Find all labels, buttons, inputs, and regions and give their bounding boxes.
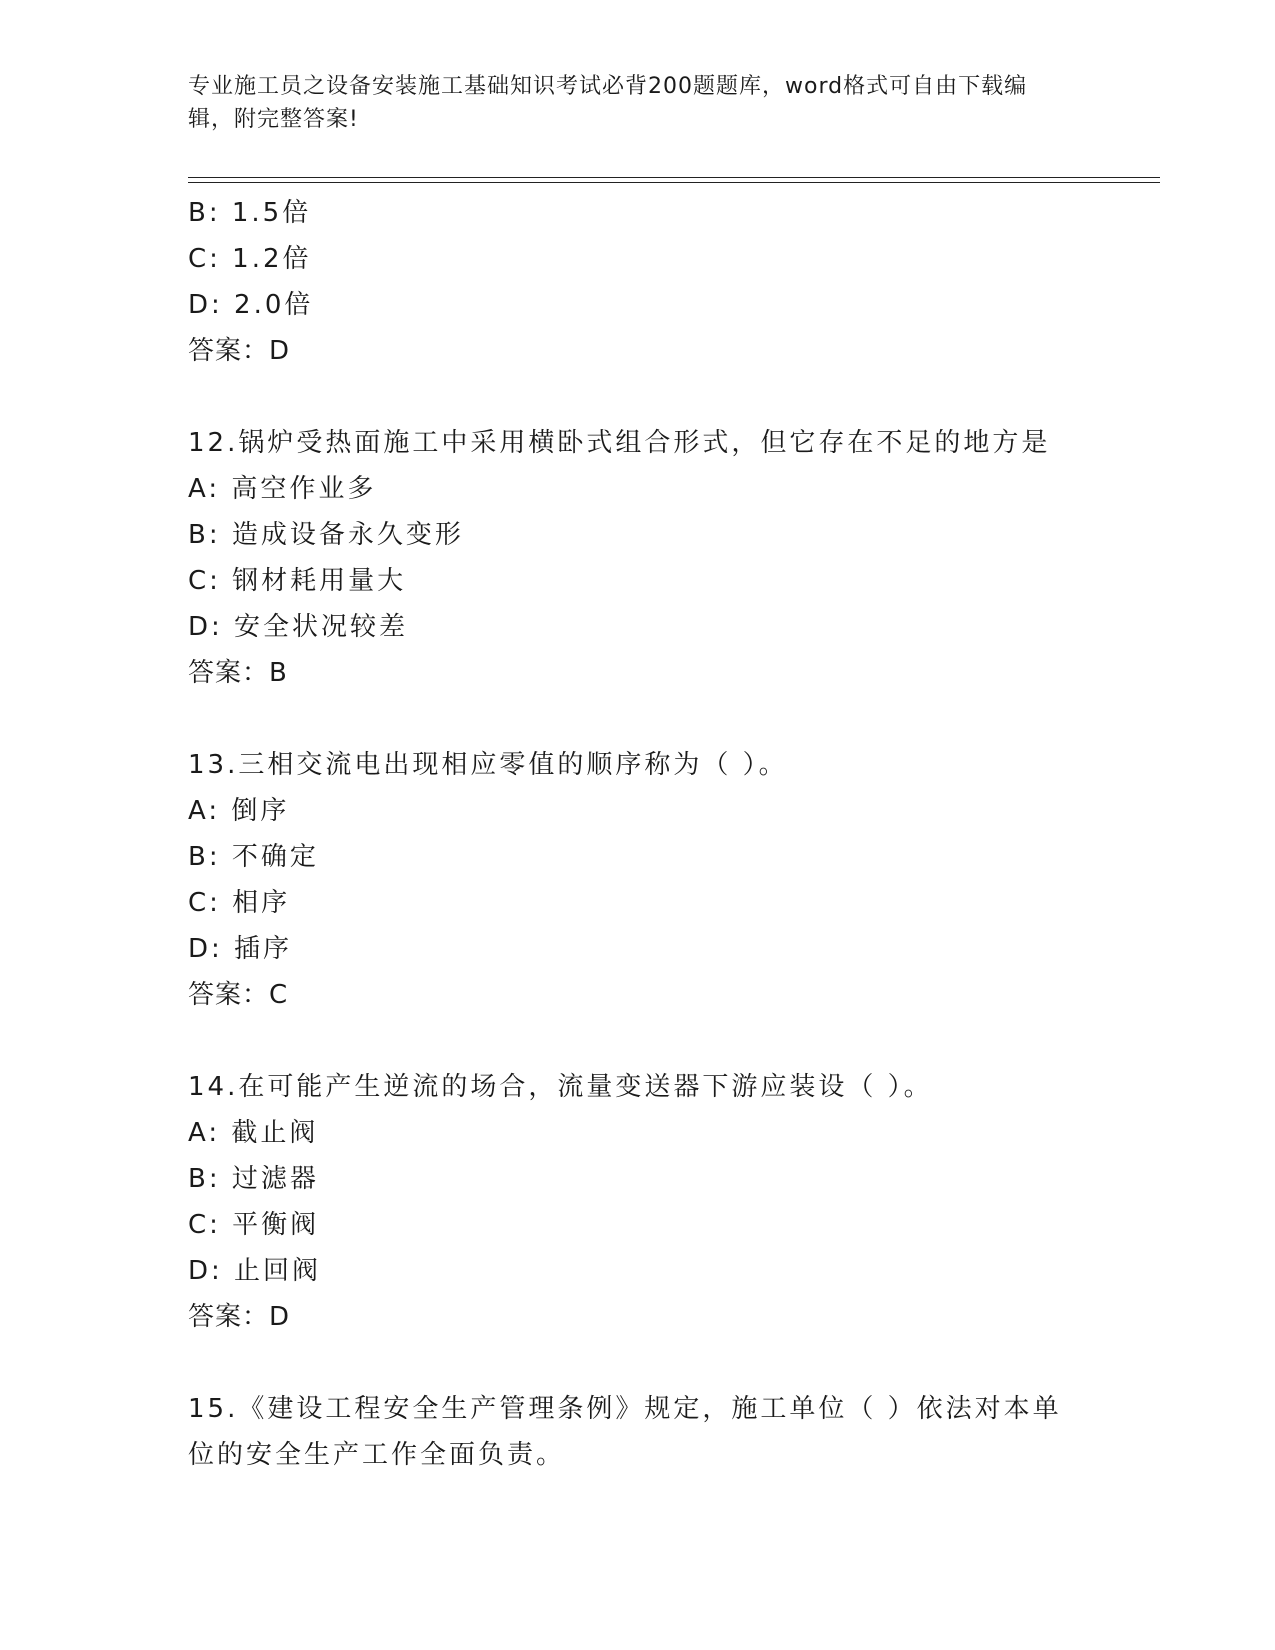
question-text: 12.锅炉受热面施工中采用横卧式组合形式，但它存在不足的地方是	[188, 428, 1051, 458]
question-text: 15.《建设工程安全生产管理条例》规定，施工单位（ ）依法对本单位的安全生产工作全面负责。	[188, 1394, 1062, 1470]
question-11-tail	[188, 190, 1088, 374]
answer: 答案：C	[188, 980, 289, 1010]
option-a: A: 倒序	[188, 796, 290, 826]
option-b: B: 过滤器	[188, 1164, 319, 1194]
document-header: 专业施工员之设备安装施工基础知识考试必背200题题库，word格式可自由下载编辑，附完整答案!	[188, 74, 1028, 132]
option-b: B: 造成设备永久变形	[188, 520, 464, 550]
option-c: C: 1.2倍	[188, 244, 312, 274]
answer: 答案：D	[188, 1302, 291, 1332]
option-b: B: 1.5倍	[188, 198, 312, 228]
question-14	[188, 1064, 1088, 1340]
answer: 答案：B	[188, 658, 288, 688]
question-12	[188, 420, 1088, 696]
question-list	[188, 190, 1088, 1478]
question-15	[188, 1386, 1068, 1478]
option-c: C: 相序	[188, 888, 291, 918]
option-d: D: 插序	[188, 934, 293, 964]
option-c: C: 钢材耗用量大	[188, 566, 407, 596]
answer: 答案：D	[188, 336, 291, 366]
option-c: C: 平衡阀	[188, 1210, 320, 1240]
header-rule-bottom	[188, 182, 1160, 183]
option-a: A: 高空作业多	[188, 474, 377, 504]
option-d: D: 止回阀	[188, 1256, 322, 1286]
option-a: A: 截止阀	[188, 1118, 319, 1148]
question-text: 14.在可能产生逆流的场合，流量变送器下游应装设（ ）。	[188, 1072, 933, 1102]
question-13	[188, 742, 1088, 1018]
option-d: D: 2.0倍	[188, 290, 314, 320]
option-d: D: 安全状况较差	[188, 612, 409, 642]
header-rule-top	[188, 177, 1160, 178]
option-b: B: 不确定	[188, 842, 319, 872]
question-text: 13.三相交流电出现相应零值的顺序称为（ ）。	[188, 750, 788, 780]
